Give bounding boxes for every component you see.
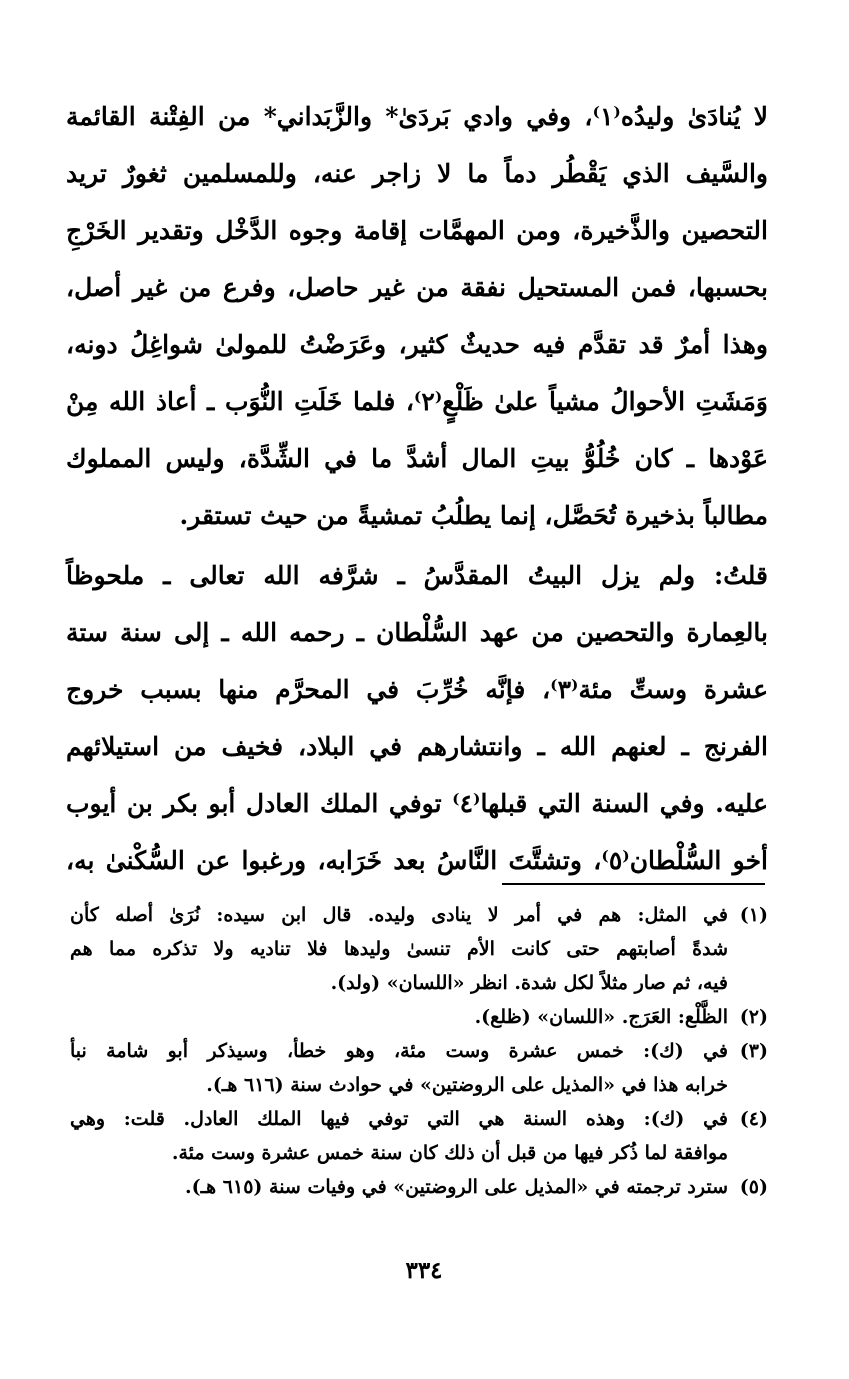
text-line: لا يُنادَىٰ وليدُه⁽١⁾، وفي وادي بَردَىٰ* والزَّبَداني* من الفِتْنة القائمة xyxy=(66,102,769,131)
footnote-line: موافقة لما ذُكر فيها من قبل أن ذلك كان سنة خمس عشرة وست مئة. xyxy=(171,1142,728,1164)
footnote-text xyxy=(70,1102,728,1170)
text-line: الفرنج ـ لعنهم الله ـ وانتشارهم في البلاد، فخيف من استيلائهم xyxy=(66,732,768,761)
footnote-4 xyxy=(70,1102,768,1170)
text-line: بحسبها، فمن المستحيل نفقة من غير حاصل، وفرع من غير أصل، xyxy=(66,273,768,302)
footnote-line: في (ك): وهذه السنة هي التي توفي فيها الملك العادل. قلت: وهي xyxy=(70,1108,728,1130)
text-line: عَوْدها ـ كان خُلُوُّ بيتِ المال أشدَّ ما في الشِّدَّة، وليس المملوك xyxy=(66,444,768,473)
footnote-text xyxy=(70,1170,728,1204)
footnote-text xyxy=(70,898,728,1000)
footnote-number: (٥) xyxy=(739,1176,768,1198)
footnote-line: الظَّلْع: العَرَج. «اللسان» (ظلع). xyxy=(474,1006,728,1028)
footnote-5 xyxy=(70,1170,768,1204)
footnote-number: (٤) xyxy=(739,1108,768,1130)
footnote-line: فيه، ثم صار مثلاً لكل شدة. انظر «اللسان» (ولد). xyxy=(330,972,728,994)
footnote-number: (١) xyxy=(739,904,768,926)
footnote-line: في (ك): خمس عشرة وست مئة، وهو خطأ، وسيذكر أبو شامة نبأ xyxy=(70,1040,728,1062)
footnote-line: في المثل: هم في أمر لا ينادى وليده. قال ابن سيده: نُرَىٰ أصله كأن xyxy=(70,904,728,926)
footnote-line: سترد ترجمته في «المذيل على الروضتين» في وفيات سنة (٦١٥ هـ). xyxy=(184,1176,728,1198)
footnote-2 xyxy=(70,1000,768,1034)
footnote-line: شدةً أصابتهم حتى كانت الأم تنسىٰ وليدها فلا تناديه ولا تذكره مما هم xyxy=(70,938,728,960)
main-paragraph-2 xyxy=(66,547,768,889)
footnote-text xyxy=(70,1000,728,1034)
text-line: بالعِمارة والتحصين من عهد السُّلْطان ـ رحمه الله ـ إلى سنة ستة xyxy=(66,618,768,647)
text-line: وهذا أمرٌ قد تقدَّم فيه حديثٌ كثير، وعَرَضْتُ للمولىٰ شواغِلُ دونه، xyxy=(66,330,768,359)
footnote-text xyxy=(70,1034,728,1102)
text-line: عشرة وستِّ مئة⁽٣⁾، فإنَّه خُرِّبَ في المحرَّم منها بسبب خروج xyxy=(66,675,768,704)
footnotes xyxy=(70,898,768,1204)
text-line: مطالباً بذخيرة تُحَصَّل، إنما يطلُبُ تمشيةً من حيث تستقر. xyxy=(179,501,768,530)
text-line: والسَّيف الذي يَقْطُر دماً ما لا زاجر عنه، وللمسلمين ثغورٌ تريد xyxy=(66,159,768,188)
footnote-number: (٣) xyxy=(739,1040,768,1062)
footnote-number: (٢) xyxy=(739,1006,768,1028)
text-line: التحصين والذَّخيرة، ومن المهمَّات إقامة وجوه الدَّخْل وتقدير الخَرْجِ xyxy=(66,216,768,245)
main-paragraph-1 xyxy=(66,88,768,544)
footnote-1 xyxy=(70,898,768,1000)
footnote-line: خرابه هذا في «المذيل على الروضتين» في حوادث سنة (٦١٦ هـ). xyxy=(206,1074,728,1096)
footnote-divider xyxy=(502,883,765,885)
page-number: ٣٣٤ xyxy=(405,1257,443,1284)
text-line: عليه. وفي السنة التي قبلها⁽٤⁾ توفي الملك العادل أبو بكر بن أيوب xyxy=(66,789,769,818)
footnote-3 xyxy=(70,1034,768,1102)
text-line: وَمَشَتِ الأحوالُ مشياً علىٰ ظَلْعٍ⁽٢⁾، فلما خَلَتِ النُّوَب ـ أعاذ الله مِنْ xyxy=(66,387,768,416)
text-line: قلتُ: ولم يزل البيتُ المقدَّسُ ـ شرَّفه الله تعالى ـ ملحوظاً xyxy=(66,561,768,590)
text-line: أخو السُّلْطان⁽٥⁾، وتشتَّتَ النَّاسُ بعد خَرَابه، ورغبوا عن السُّكْنىٰ به، xyxy=(66,846,768,875)
